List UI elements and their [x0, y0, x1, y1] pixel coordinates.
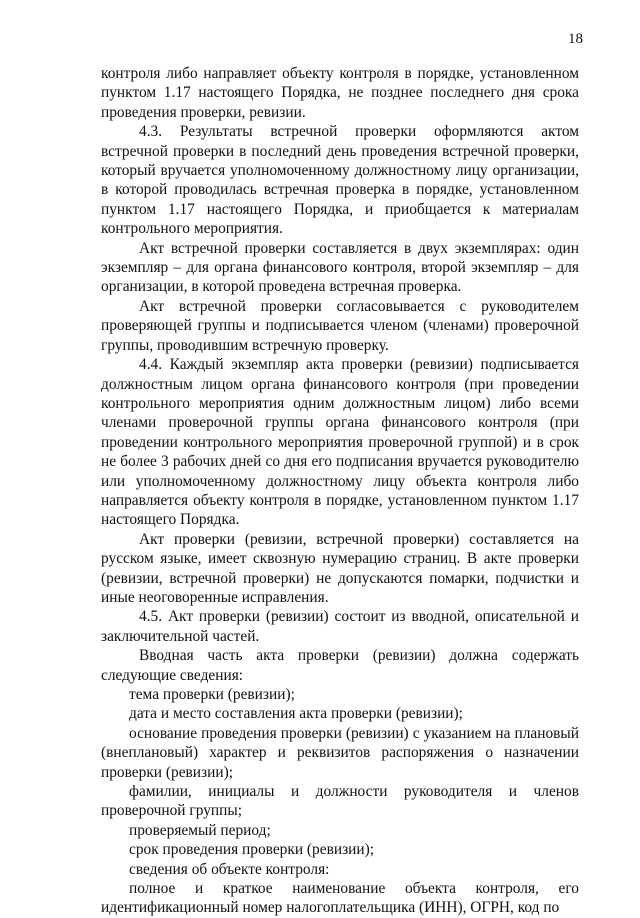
page-number: 18 [568, 31, 583, 47]
paragraph-4-4: 4.4. Каждый экземпляр акта проверки (ревизии) подписывается должностным лицом органа финансового контроля (при проведении контрольного мероприятия одним должностным лицом) либо всеми членами проверочной группы органа финансового контроля (при проведении контрольного мероприятия проверочной группой) и в срок не более 3 рабочих дней со дня его подписания вручается руководителю или уполномоченному должностному лицу объекта контроля либо направляется объекту контроля в порядке, установленном пунктом 1.17 настоящего Порядка. [101, 356, 579, 529]
paragraph-counter-act-approval: Акт встречной проверки согласовывается с руководителем проверяющей группы и подписывается членом (членами) проверочной группы, проводившим встречную проверку. [101, 297, 579, 354]
paragraph-intro-part: Вводная часть акта проверки (ревизии) должна содержать следующие сведения: [101, 647, 579, 684]
list-item: фамилии, инициалы и должности руководителя и членов проверочной группы; [101, 783, 579, 820]
list-item: сведения об объекте контроля: [129, 860, 330, 878]
list-item: основание проведения проверки (ревизии) с указанием на плановый (внеплановый) характер и реквизитов распоряжения о назначении проверки (ревизии); [101, 724, 579, 781]
paragraph-continuation: контроля либо направляет объекту контроля в порядке, установленном пунктом 1.17 настоящего Порядка, не позднее последнего дня срока проведения проверки, ревизии. [101, 65, 579, 121]
paragraph-counter-act-copies: Акт встречной проверки составляется в двух экземплярах: один экземпляр – для органа финансового контроля, второй экземпляр – для организации, в которой проведена встречная проверка. [101, 239, 579, 296]
list-item: полное и краткое наименование объекта контроля, его идентификационный номер налогоплательщика (ИНН), ОГРН, код по [101, 880, 579, 917]
list-item: срок проведения проверки (ревизии); [129, 841, 375, 859]
document-body [101, 64, 579, 918]
list-item: тема проверки (ревизии); [129, 686, 295, 703]
paragraph-act-language: Акт проверки (ревизии, встречной проверки) составляется на русском языке, имеет сквозную нумерацию страниц. В акте проверки (ревизии, встречной проверки) не допускаются помарки, подчистки и иные неоговоренные исправления. [101, 530, 579, 606]
paragraph-4-5: 4.5. Акт проверки (ревизии) состоит из вводной, описательной и заключительной частей. [101, 608, 579, 645]
list-item: дата и место составления акта проверки (ревизии); [129, 705, 463, 723]
paragraph-4-3: 4.3. Результаты встречной проверки оформляются актом встречной проверки в последний день проведения встречной проверки, который вручается уполномоченному должностному лицу организации, в которой проводилась встречная проверка в порядке, установленном пунктом 1.17 настоящего Порядка, и приобщается к материалам контрольного мероприятия. [101, 123, 579, 238]
list-item: проверяемый период; [129, 821, 271, 839]
